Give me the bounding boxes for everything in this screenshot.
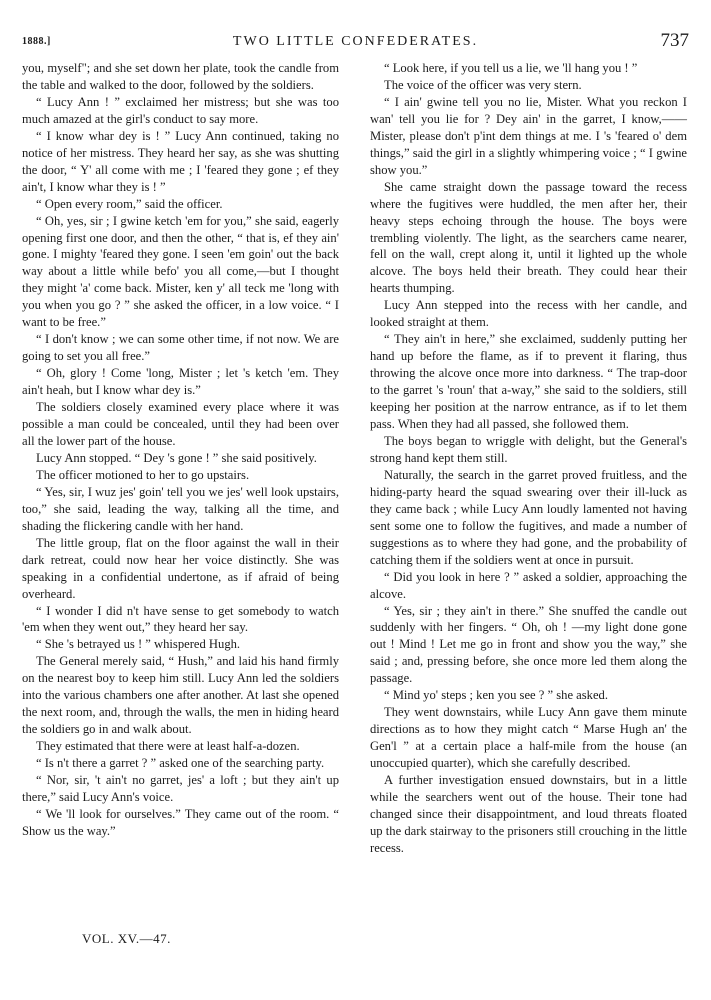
- paragraph: The soldiers closely examined every place where it was possible a man could be concealed, until they had been over all the lower part of the house.: [22, 400, 339, 448]
- paragraph: Lucy Ann stepped into the recess with her candle, and looked straight at them.: [370, 298, 687, 330]
- paragraph: “ Is n't there a garret ? ” asked one of the searching party.: [36, 756, 325, 771]
- paragraph: “ Did you look in here ? ” asked a soldier, approaching the alcove.: [370, 569, 687, 601]
- right-column: [370, 60, 687, 857]
- paragraph: The General merely said, “ Hush,” and laid his hand firmly on the nearest boy to keep him still. Lucy Ann led the soldiers into the various chambers one after another. At last she opened the next room, and, through the walls, the men in hiding heard the soldiers go in and walk about.: [22, 654, 339, 737]
- paragraph: A further investigation ensued downstairs, but in a little while the searchers went out of the house. Their tone had changed since their disappointment, and loud threats floated up the dark stairway to the prisoners still crouching in the little recess.: [370, 773, 687, 855]
- paragraph: “ I wonder I did n't have sense to get somebody to watch 'em when they went out,” they heard her say.: [22, 603, 339, 635]
- paragraph: “ I don't know ; we can some other time, if not now. We are going to set you all free.”: [22, 332, 339, 364]
- paragraph: She came straight down the passage toward the recess where the fugitives were huddled, the men after her, their heavy steps echoing through the house. The boys were trembling violently. The light, as the searchers came nearer, fell on the wall, crept along it, until it lighted up the whole alcove. The boys held their breath. They could hear their hearts thumping.: [370, 179, 687, 296]
- paragraph: “ Open every room,” said the officer.: [36, 196, 223, 211]
- paragraph: “ Oh, yes, sir ; I gwine ketch 'em for you,” she said, eagerly opening first one door, and then the other, “ that is, ef they ain' gone. I mighty 'feared they gone. I seen 'em goin' out the back way about a little while befo' you all come,—but I thought they might 'a' come back. Mister, ken y' all teck me 'long with you when you go ? ” she asked the officer, in a low voice. “ I want to be free.”: [22, 213, 339, 330]
- paragraph: The officer motioned to her to go upstairs.: [36, 467, 250, 482]
- paragraph: “ Yes, sir, I wuz jes' goin' tell you we jes' well look upstairs, too,” she said, leading the way, talking all the time, and shading the flickering candle with her hand.: [22, 484, 339, 533]
- paragraph: “ I ain' gwine tell you no lie, Mister. What you reckon I wan' tell you lie for ? Dey ain' in the garret, I know,—— Mister, please don't p'int dem things at me. I 's 'feared o' dem things,” said the girl in a slightly whimpering voice ; “ I gwine show you.”: [370, 94, 687, 177]
- page-number: 737: [660, 30, 689, 51]
- paragraph: Lucy Ann stopped. “ Dey 's gone ! ” she said positively.: [36, 450, 317, 465]
- paragraph: “ We 'll look for ourselves.” They came out of the room. “ Show us the way.”: [22, 806, 339, 838]
- paragraph: you, myself"; and she set down her plate, took the candle from the table and walked to the door, followed by the soldiers.: [22, 61, 339, 92]
- paragraph: “ She 's betrayed us ! ” whispered Hugh.: [36, 637, 241, 652]
- running-title: TWO LITTLE CONFEDERATES.: [232, 34, 479, 49]
- paragraph: “ Oh, glory ! Come 'long, Mister ; let 's ketch 'em. They ain't heah, but I know whar dey is.”: [22, 366, 339, 398]
- paragraph: “ Nor, sir, 't ain't no garret, jes' a loft ; but they ain't up there,” said Lucy Ann's voice.: [22, 773, 339, 804]
- volume-signature: VOL. XV.—47.: [82, 931, 171, 946]
- paragraph: “ Look here, if you tell us a lie, we 'll hang you ! ”: [384, 61, 638, 75]
- left-column: [22, 60, 339, 840]
- paragraph: The voice of the officer was very stern.: [384, 77, 582, 92]
- paragraph: “ Mind yo' steps ; ken you see ? ” she asked.: [384, 688, 609, 703]
- header-year: 1888.]: [22, 36, 51, 47]
- paragraph: The boys began to wriggle with delight, but the General's strong hand kept them still.: [370, 433, 687, 465]
- paragraph: “ They ain't in here,” she exclaimed, suddenly putting her hand up before the flame, as if to prevent it flaring, thus throwing the alcove once more into darkness. “ The trap-door to the garret 's 'roun' that a-way,” she said to the soldiers, still keeping her position at the narrow entrance, as if to let them pass. When they had all passed, she followed them.: [370, 332, 687, 432]
- paragraph: The little group, flat on the floor against the wall in their dark retreat, could now hear her voice distinctly. She was speaking in a confidential undertone, as if afraid of being overheard.: [22, 535, 339, 601]
- paragraph: They estimated that there were at least half-a-dozen.: [36, 739, 300, 754]
- paragraph: Naturally, the search in the garret proved fruitless, and the hiding-party heard the squad swearing over their ill-luck as they came back ; while Lucy Ann loudly lamented not having sent some one to follow the fugitives, and made a number of suggestions as to where they had gone, and the probability of catching them if the soldiers went at once in pursuit.: [370, 467, 687, 567]
- page-header: [22, 30, 689, 54]
- paragraph: “ Lucy Ann ! ” exclaimed her mistress; but she was too much amazed at the girl's conduct to say more.: [22, 94, 339, 126]
- paragraph: They went downstairs, while Lucy Ann gave them minute directions as to how they might catch “ Marse Hugh an' the Gen'l ” at a certain place a half-mile from the house (an unoccupied quarter), which she carefully described.: [370, 705, 687, 771]
- paragraph: “ I know whar dey is ! ” Lucy Ann continued, taking no notice of her mistress. They heard her say, as she was shutting the door, “ Y' all come with me ; I 'feared they gone ; ef they ain't, I know whar they is ! ”: [22, 128, 339, 194]
- paragraph: “ Yes, sir ; they ain't in there.” She snuffed the candle out suddenly with her fingers. “ Oh, oh ! —my light done gone out ! Mind ! Let me go in front and show you the way,” she said ; and, pressing before, she once more led them along the passage.: [370, 603, 687, 686]
